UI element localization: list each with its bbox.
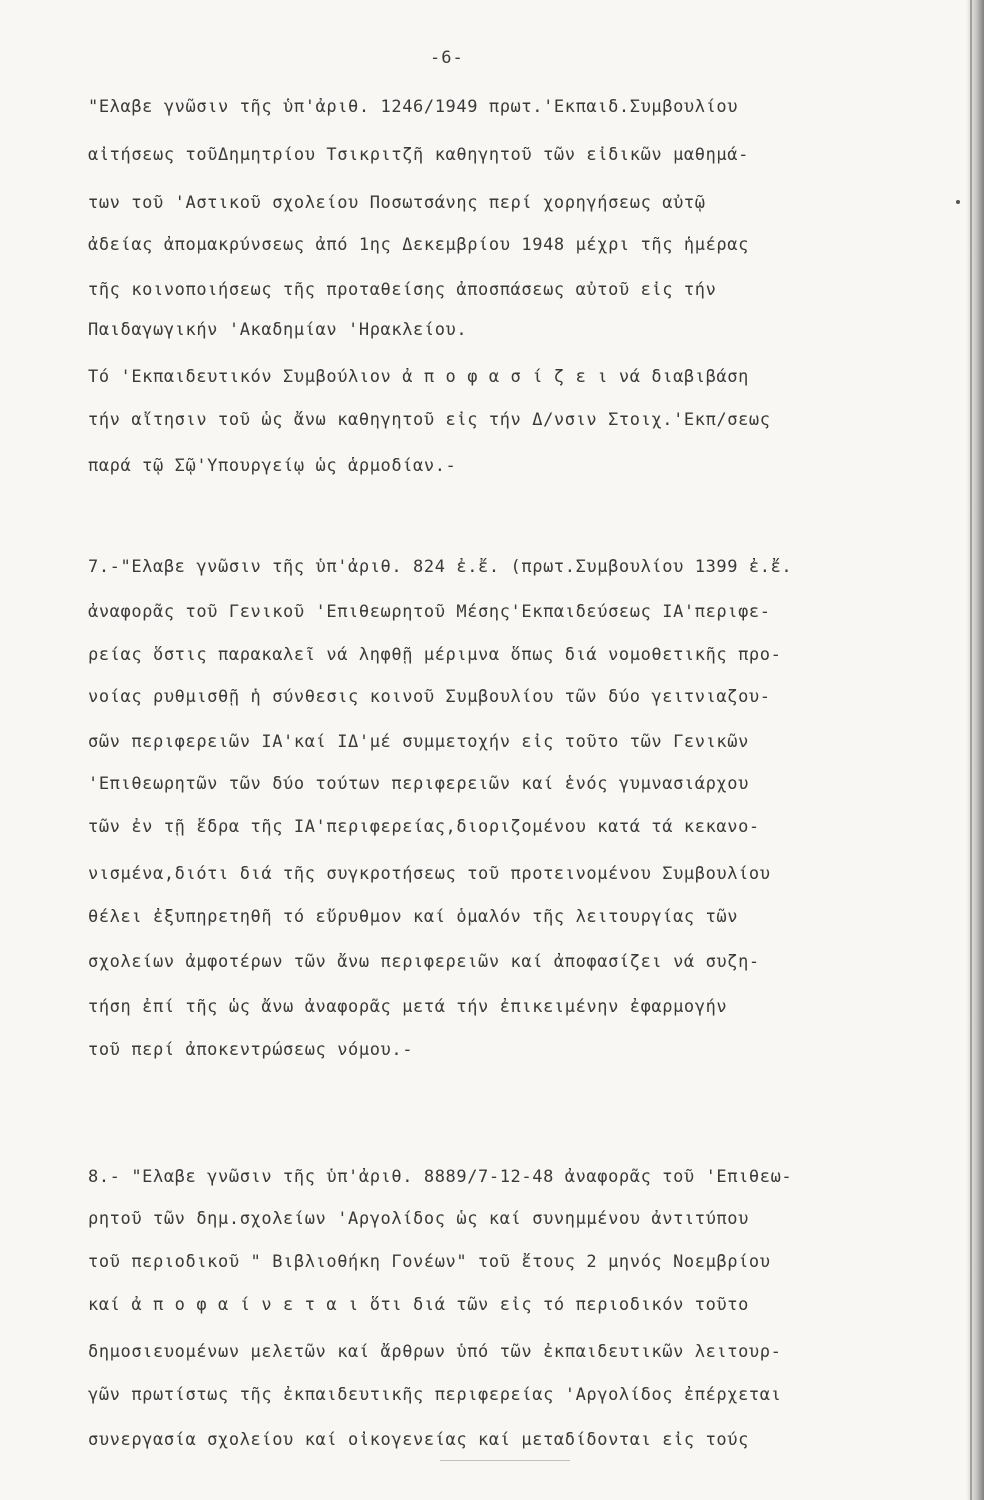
text-line: 7.-"Ελαβε γνῶσιν τῆς ὑπ'ἀριθ. 824 ἐ.ἔ. (πρωτ.Συμβουλίου 1399 ἐ.ἔ. xyxy=(88,557,793,577)
text-line: παρά τῷ Σῷ'Υπουργείῳ ὡς ἁρμοδίαν.- xyxy=(88,456,457,476)
text-line: τήν αἴτησιν τοῦ ὡς ἄνω καθηγητοῦ εἰς τήν Δ/νσιν Στοιχ.'Εκπ/σεως xyxy=(88,410,771,430)
text-line: 'Επιθεωρητῶν τῶν δύο τούτων περιφερειῶν καί ἑνός γυμνασιάρχου xyxy=(88,774,749,794)
page-edge-line xyxy=(970,0,972,1500)
text-line: τοῦ περί ἀποκεντρώσεως νόμου.- xyxy=(88,1040,414,1060)
page-number: -6- xyxy=(430,48,464,68)
text-line: ἀδείας ἀπομακρύνσεως ἀπό 1ης Δεκεμβρίου 1948 μέχρι τῆς ἡμέρας xyxy=(88,235,749,255)
text-line: δημοσιευομένων μελετῶν καί ἄρθρων ὑπό τῶν ἐκπαιδευτικῶν λειτουρ- xyxy=(88,1342,782,1362)
text-line: τῶν ἐν τῇ ἕδρα τῆς ΙΑ'περιφερείας,διοριζομένου κατά τά κεκανο- xyxy=(88,817,760,837)
text-line: τῆς κοινοποιήσεως τῆς προταθείσης ἀποσπάσεως αὐτοῦ εἰς τήν xyxy=(88,280,717,300)
text-line: Τό 'Εκπαιδευτικόν Συμβούλιον ἀ π ο φ α σ ί ζ ε ι νά διαβιβάση xyxy=(88,367,749,387)
text-line: σῶν περιφερειῶν ΙΑ'καί ΙΔ'μέ συμμετοχήν εἰς τοῦτο τῶν Γενικῶν xyxy=(88,732,749,752)
margin-mark xyxy=(956,200,960,204)
scan-smudge xyxy=(440,1460,570,1461)
text-line: νοίας ρυθμισθῇ ἡ σύνθεσις κοινοῦ Συμβουλίου τῶν δύο γειτνιαζου- xyxy=(88,687,771,707)
text-line: συνεργασία σχολείου καί οἰκογενείας καί μεταδίδονται εἰς τούς xyxy=(88,1430,749,1450)
text-line: Παιδαγωγικήν 'Ακαδημίαν 'Ηρακλείου. xyxy=(88,320,468,340)
text-line: τήση ἐπί τῆς ὡς ἄνω ἀναφορᾶς μετά τήν ἐπικειμένην ἐφαρμογήν xyxy=(88,997,728,1017)
text-line: σχολείων ἀμφοτέρων τῶν ἄνω περιφερειῶν καί ἀποφασίζει νά συζη- xyxy=(88,952,760,972)
text-line: γῶν πρωτίστως τῆς ἐκπαιδευτικῆς περιφερείας 'Αργολίδος ἐπέρχεται xyxy=(88,1385,782,1405)
text-line: θέλει ἐξυπηρετηθῆ τό εὔρυθμον καί ὁμαλόν τῆς λειτουργίας τῶν xyxy=(88,907,739,927)
text-line: τοῦ περιοδικοῦ " Βιβλιοθήκη Γονέων" τοῦ ἔτους 2 μηνός Νοεμβρίου xyxy=(88,1252,771,1272)
text-line: ἀναφορᾶς τοῦ Γενικοῦ 'Επιθεωρητοῦ Μέσης'Εκπαιδεύσεως ΙΑ'περιφε- xyxy=(88,602,771,622)
text-line: νισμένα,διότι διά τῆς συγκροτήσεως τοῦ προτεινομένου Συμβουλίου xyxy=(88,864,771,884)
text-line: ρείας ὅστις παρακαλεῖ νά ληφθῇ μέριμνα ὅπως διά νομοθετικῆς προ- xyxy=(88,645,782,665)
text-line: ρητοῦ τῶν δημ.σχολείων 'Αργολίδος ὡς καί συνημμένου ἀντιτύπου xyxy=(88,1209,749,1229)
text-line: αἰτήσεως τοῦΔημητρίου Τσικριτζῆ καθηγητοῦ τῶν εἰδικῶν μαθημά- xyxy=(88,145,749,165)
text-line: "Ελαβε γνῶσιν τῆς ὑπ'ἀριθ. 1246/1949 πρωτ.'Εκπαιδ.Συμβουλίου xyxy=(88,97,739,117)
text-line: 8.- "Ελαβε γνῶσιν τῆς ὑπ'ἀριθ. 8889/7-12-48 ἀναφορᾶς τοῦ 'Επιθεω- xyxy=(88,1167,793,1187)
text-line: καί ἀ π ο φ α ί ν ε τ α ι ὅτι διά τῶν εἰς τό περιοδικόν τοῦτο xyxy=(88,1295,749,1315)
text-line: των τοῦ 'Αστικοῦ σχολείου Ποσωτσάνης περί χορηγήσεως αὐτῷ xyxy=(88,193,706,213)
page-edge-shadow xyxy=(966,0,984,1500)
